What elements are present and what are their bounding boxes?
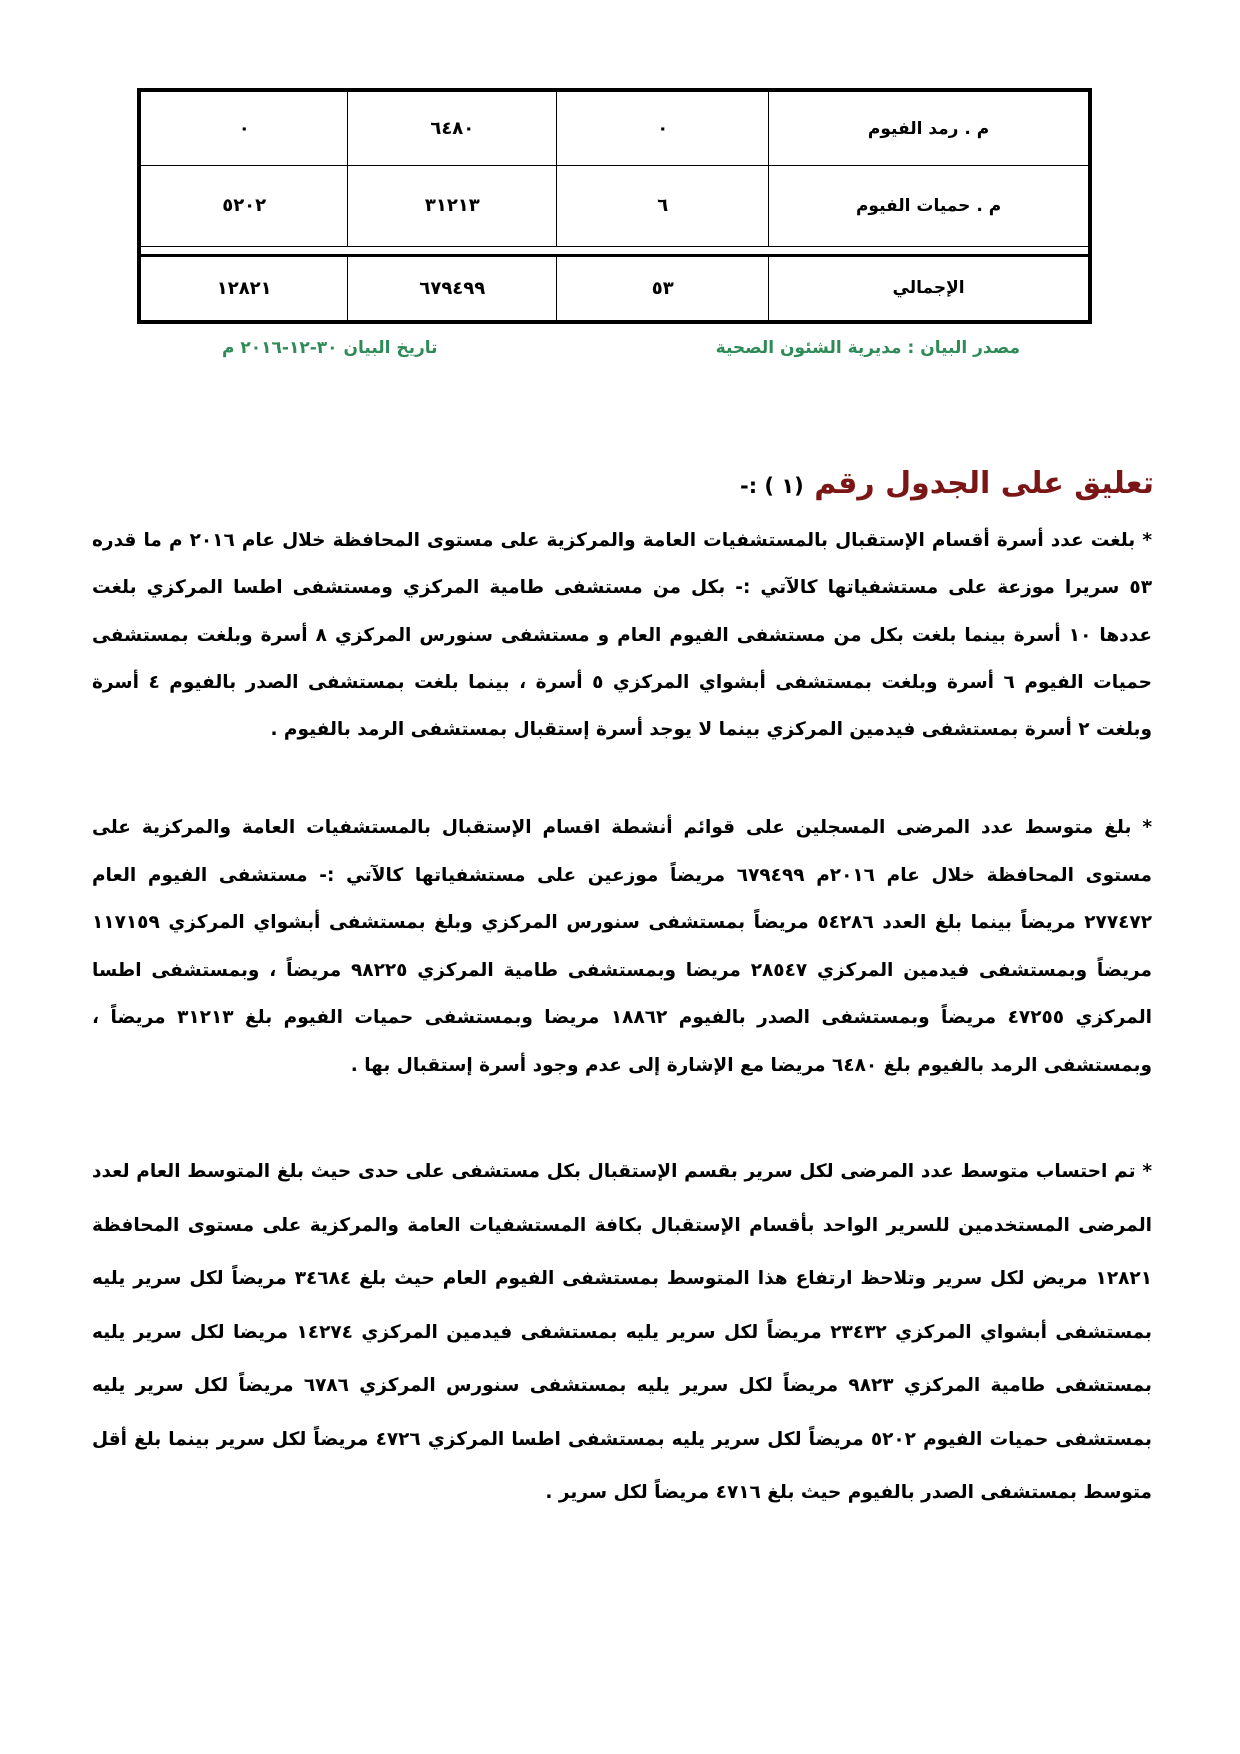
data-source-note: مصدر البيان : مديرية الشئون الصحية <box>715 338 1020 358</box>
table-cell: ٦٧٩٤٩٩ <box>348 255 557 322</box>
commentary-paragraph: * بلغت عدد أسرة أقسام الإستقبال بالمستشفيات العامة والمركزية على مستوى المحافظة خلال عام ٢٠١٦ م ما قدره ٥٣ سريرا موزعة على مستشفياتها كالآتي :- بكل من مستشفى طامية المركزي ومستشفى اطسا المركزي بلغت عددها ١٠ أسرة بينما بلغت بكل من مستشفى الفيوم العام و مستشفى سنورس المركزي ٨ أسرة وبلغت بمستشفى حميات الفيوم ٦ أسرة وبلغت بمستشفى أبشواي المركزي ٥ أسرة ، بينما بلغت بمستشفى الصدر بالفيوم ٤ أسرة وبلغت ٢ أسرة بمستشفى فيدمين المركزي بينما لا يوجد أسرة إستقبال بمستشفى الرمد بالفيوم . <box>92 530 1152 741</box>
hospital-name-cell: م . حميات الفيوم <box>769 166 1090 246</box>
table-cell: ٠ <box>557 90 769 166</box>
data-table <box>137 88 1092 324</box>
table-cell: ١٢٨٢١ <box>139 255 348 322</box>
table-cell: ٥٣ <box>557 255 769 322</box>
table-row <box>139 166 1090 246</box>
table-cell: ٠ <box>139 90 348 166</box>
commentary-paragraph: * بلغ متوسط عدد المرضى المسجلين على قوائم أنشطة اقسام الإستقبال بالمستشفيات العامة والمركزية على مستوى المحافظة خلال عام ٢٠١٦م ٦٧٩٤٩٩ مريضاً موزعين على مستشفياتها كالآتي :- مستشفى الفيوم العام ٢٧٧٤٧٢ مريضاً بينما بلغ العدد ٥٤٢٨٦ مريضاً بمستشفى سنورس المركزي وبلغ بمستشفى أبشواي المركزي ١١٧١٥٩ مريضاً وبمستشفى فيدمين المركزي ٢٨٥٤٧ مريضا وبمستشفى طامية المركزي ٩٨٢٢٥ مريضاً ، وبمستشفى اطسا المركزي ٤٧٢٥٥ مريضاً وبمستشفى الصدر بالفيوم ١٨٨٦٢ مريضا وبمستشفى حميات الفيوم بلغ ٣١٢١٣ مريضاً ، وبمستشفى الرمد بالفيوم بلغ ٦٤٨٠ مريضا مع الإشارة إلى عدم وجود أسرة إستقبال بها . <box>92 817 1153 1076</box>
table-cell: ٦٤٨٠ <box>348 90 557 166</box>
total-label-cell: الإجمالي <box>769 255 1090 322</box>
table-spacer-row <box>139 246 1090 255</box>
data-date-note: تاريخ البيان ٣٠-١٢-٢٠١٦ م <box>222 338 438 358</box>
commentary-heading-title: تعليق على الجدول رقم <box>814 466 1154 501</box>
table-cell: ٣١٢١٣ <box>348 166 557 246</box>
table-cell: ٦ <box>557 166 769 246</box>
hospital-name-cell: م . رمد الفيوم <box>769 90 1090 166</box>
table-cell: ٥٢٠٢ <box>139 166 348 246</box>
commentary-paragraph: * تم احتساب متوسط عدد المرضى لكل سرير بقسم الإستقبال بكل مستشفى على حدى حيث بلغ المتوسط العام لعدد المرضى المستخدمين للسرير الواحد بأقسام الإستقبال بكافة المستشفيات العامة والمركزية على مستوى المحافظة ١٢٨٢١ مريض لكل سرير وتلاحظ ارتفاع هذا المتوسط بمستشفى الفيوم العام حيث بلغ ٣٤٦٨٤ مريضاً لكل سرير يليه بمستشفى أبشواي المركزي ٢٣٤٣٢ مريضاً لكل سرير يليه بمستشفى فيدمين المركزي ١٤٢٧٤ مريضا لكل سرير يليه بمستشفى طامية المركزي ٩٨٢٣ مريضاً لكل سرير يليه بمستشفى سنورس المركزي ٦٧٨٦ مريضاً لكل سرير يليه بمستشفى حميات الفيوم ٥٢٠٢ مريضاً لكل سرير يليه بمستشفى اطسا المركزي ٤٧٢٦ مريضاً لكل سرير بينما بلغ أقل متوسط بمستشفى الصدر بالفيوم حيث بلغ ٤٧١٦ مريضاً لكل سرير . <box>92 1161 1153 1503</box>
table-row <box>139 90 1090 166</box>
commentary-heading-number: (١ ) :- <box>739 474 804 498</box>
table-total-row <box>139 255 1090 322</box>
commentary-heading <box>740 466 1154 501</box>
